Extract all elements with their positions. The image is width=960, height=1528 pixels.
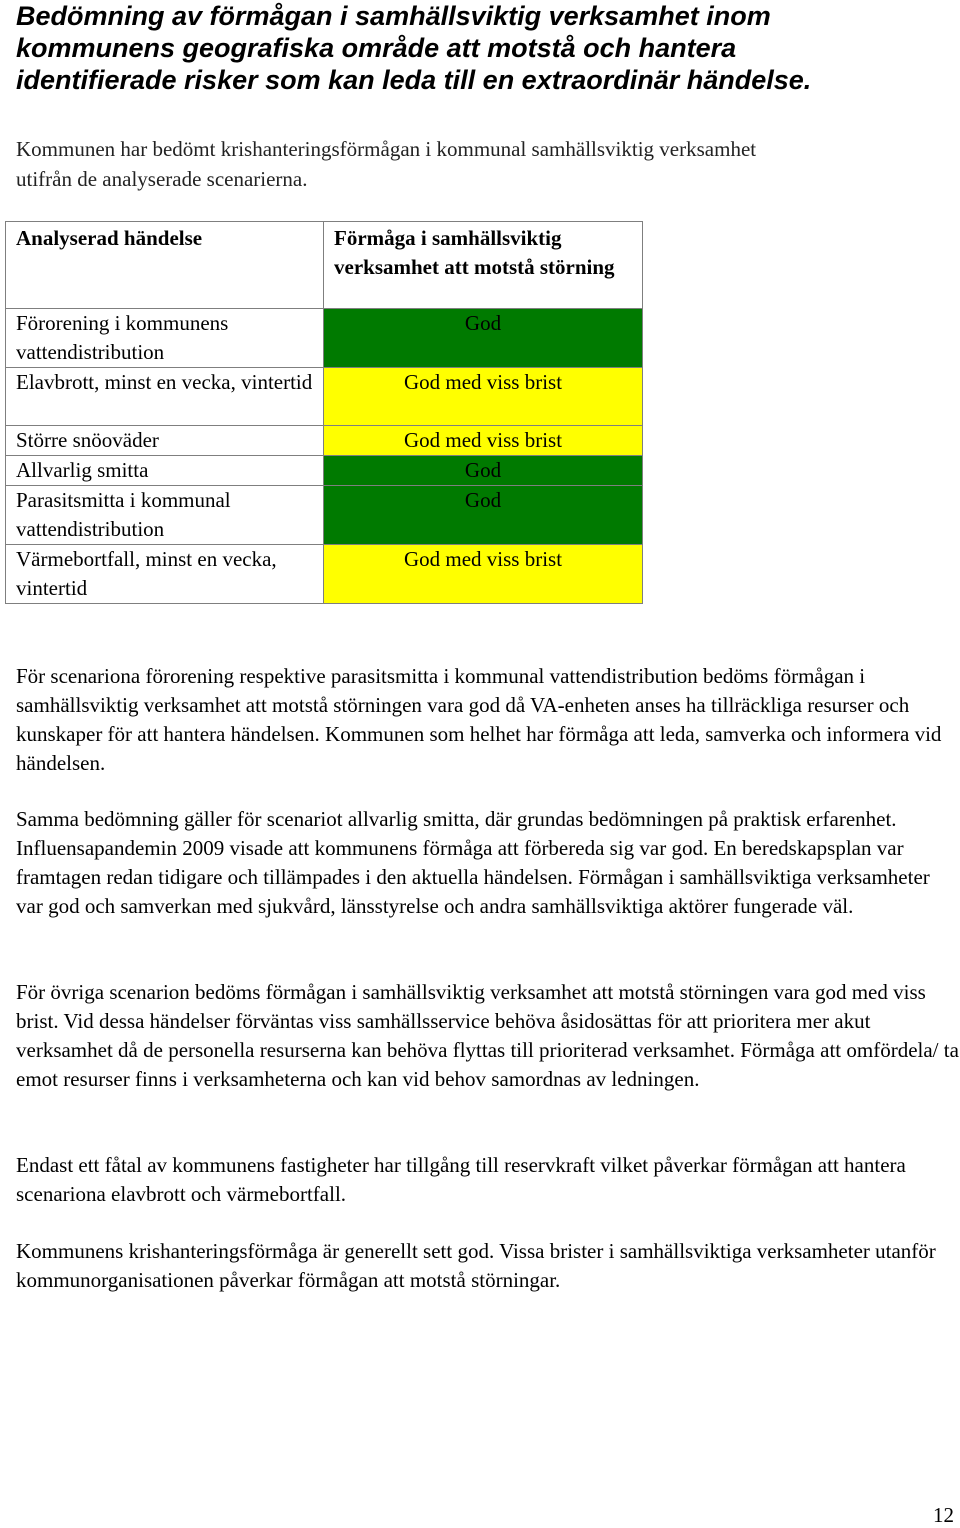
paragraph-pollution: För scenariona förorening respektive parasitsmitta i kommunal vattendistribution bedöms förmågan i samhällsviktig verksamhet att motstå störningen vara god då VA-enheten anses ha tillräckliga resurser och kunskaper för att hantera händelsen. Kommunen som helhet har förmåga att leda, samverka och informera vid händelsen. — [16, 664, 942, 775]
header-ability: Förmåga i samhällsviktig verksamhet att motstå störning — [324, 222, 643, 309]
event-cell: Värmebortfall, minst en vecka, vintertid — [6, 545, 324, 604]
table-row — [6, 426, 643, 456]
paragraph-infection: Samma bedömning gäller för scenariot allvarlig smitta, där grundas bedömningen på praktisk erfarenhet. Influensapandemin 2009 visade att kommunens förmåga att förbereda sig var god. En beredskapsplan var framtagen redan tidigare och tillämpades i den aktuella händelsen. Förmågan i samhällsviktiga verksamheter var god och samverkan med sjukvård, länsstyrelse och andra samhällsviktiga aktörer fungerade väl. — [16, 807, 930, 918]
page-number: 12 — [933, 1503, 954, 1527]
event-cell: Större snöoväder — [6, 426, 324, 456]
table-row — [6, 368, 643, 426]
ability-cell: God med viss brist — [324, 368, 643, 426]
ability-cell: God — [324, 456, 643, 486]
header-analysed-event: Analyserad händelse — [6, 222, 324, 309]
intro-line-2: utifrån de analyserade scenarierna. — [16, 167, 308, 191]
heading-line-1: Bedömning av förmågan i samhällsviktig verksamhet inom — [16, 1, 771, 31]
table-row — [6, 486, 643, 545]
paragraph-backup-power: Endast ett fåtal av kommunens fastigheter har tillgång till reservkraft vilket påverkar förmågan att hantera scenariona elavbrott och värmebortfall. — [16, 1153, 906, 1206]
intro-paragraph — [16, 134, 946, 194]
assessment-table — [5, 221, 643, 604]
section-heading — [16, 0, 946, 96]
table-row — [6, 309, 643, 368]
heading-line-3: identifierade risker som kan leda till en extraordinär händelse. — [16, 65, 812, 95]
table-header-row — [6, 222, 643, 309]
intro-line-1: Kommunen har bedömt krishanteringsförmågan i kommunal samhällsviktig verksamhet — [16, 137, 757, 161]
ability-cell: God — [324, 486, 643, 545]
event-cell: Allvarlig smitta — [6, 456, 324, 486]
ability-cell: God — [324, 309, 643, 368]
event-cell: Förorening i kommunens vattendistribution — [6, 309, 324, 368]
event-cell: Parasitsmitta i kommunal vattendistribution — [6, 486, 324, 545]
paragraph-summary: Kommunens krishanteringsförmåga är generellt sett god. Vissa brister i samhällsviktiga verksamheter utanför kommunorganisationen påverkar förmågan att motstå störningar. — [16, 1239, 936, 1292]
table-row — [6, 545, 643, 604]
paragraph-other-scenarios: För övriga scenarion bedöms förmågan i samhällsviktig verksamhet att motstå störningen vara god med viss brist. Vid dessa händelser förväntas viss samhällsservice behöva åsidosättas för att prioritera mer akut verksamhet då de personella resurserna kan behöva flyttas till prioriterad verksamhet. Förmåga att omfördela/ ta emot resurser finns i verksamheterna och kan vid behov samordnas av ledningen. — [16, 980, 959, 1091]
heading-line-2: kommunens geografiska område att motstå och hantera — [16, 33, 737, 63]
ability-cell: God med viss brist — [324, 426, 643, 456]
ability-cell: God med viss brist — [324, 545, 643, 604]
table-row — [6, 456, 643, 486]
event-cell: Elavbrott, minst en vecka, vintertid — [6, 368, 324, 426]
